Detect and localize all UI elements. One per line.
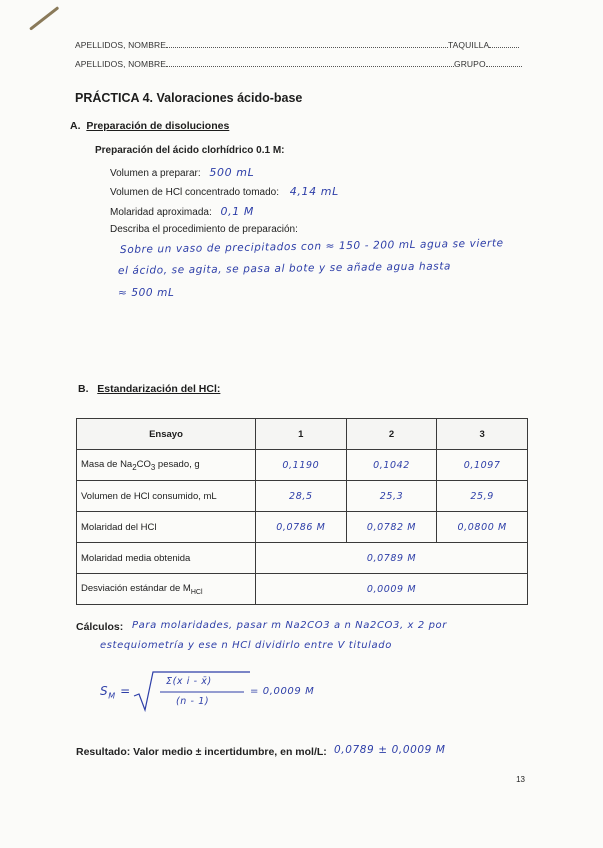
pen-mark-decoration: [29, 6, 59, 31]
section-b-title: Estandarización del HCl:: [97, 383, 221, 395]
procedure-line-3[interactable]: ≈ 500 mL: [118, 287, 175, 299]
calculos-line-1[interactable]: Para molaridades, pasar m Na2CO3 a n Na2CO3, x 2 por: [132, 620, 447, 631]
cell-molarity-1[interactable]: 0,0786 M: [256, 512, 347, 543]
header-row-2: [75, 59, 522, 69]
resultado-label: Resultado: Valor medio ± incertidumbre, en mol/L:: [76, 746, 327, 758]
table-row: [77, 481, 528, 512]
row-label-molarity: Molaridad del HCl: [77, 512, 256, 543]
field-molarity: [110, 205, 254, 218]
formula-lhs: $S_M$ =: [100, 684, 131, 701]
header-name-label-2: APELLIDOS, NOMBRE: [75, 59, 166, 69]
grupo-field[interactable]: [486, 66, 522, 67]
cell-volume-2[interactable]: 25,3: [346, 481, 437, 512]
header-taquilla-label: TAQUILLA: [447, 40, 490, 50]
field-label: Molaridad aproximada:: [110, 207, 212, 218]
section-a-letter: A.: [70, 120, 81, 132]
section-b-letter: B.: [78, 383, 89, 395]
col-header-3: 3: [437, 419, 528, 450]
header-grupo-label: GRUPO: [453, 59, 486, 69]
procedure-line-2[interactable]: el ácido, se agita, se pasa al bote y se añade agua hasta: [117, 260, 452, 277]
resultado-value[interactable]: 0,0789 ± 0,0009 M: [334, 744, 446, 756]
row-label-mass: Masa de $Na_2CO_3$ pesado, g: [77, 450, 256, 481]
table-row: [77, 543, 528, 574]
header-row-1: [75, 40, 519, 50]
std-dev-formula[interactable]: [100, 670, 340, 714]
header-name-label-1: APELLIDOS, NOMBRE: [75, 40, 166, 50]
row-label-sd: Desviación estándar de $M_{HCl}$: [77, 574, 256, 605]
table-header-row: [77, 419, 528, 450]
name-field-1[interactable]: [166, 47, 448, 48]
standardization-table: [76, 418, 528, 605]
section-b-heading: [78, 383, 220, 395]
cell-sd-value[interactable]: 0,0009 M: [256, 574, 528, 605]
formula-denominator: (n - 1): [176, 696, 210, 707]
cell-volume-3[interactable]: 25,9: [437, 481, 528, 512]
name-field-2[interactable]: [166, 66, 454, 67]
col-header-ensayo: Ensayo: [77, 419, 256, 450]
cell-mass-2[interactable]: 0,1042: [346, 450, 437, 481]
formula-numerator: Σ(x i - x̄): [166, 676, 212, 687]
section-a-title: Preparación de disoluciones: [86, 120, 230, 132]
field-label: Volumen a preparar:: [110, 168, 201, 179]
field-label: Volumen de HCl concentrado tomado:: [110, 187, 279, 198]
section-a-subheading: Preparación del ácido clorhídrico 0.1 M:: [95, 145, 285, 156]
cell-molarity-2[interactable]: 0,0782 M: [346, 512, 437, 543]
row-label-volume: Volumen de HCl consumido, mL: [77, 481, 256, 512]
procedure-line-1[interactable]: Sobre un vaso de precipitados con ≈ 150 - 200 mL agua se vierte: [119, 237, 504, 256]
handwritten-value[interactable]: 0,1 M: [220, 205, 254, 218]
cell-mass-3[interactable]: 0,1097: [437, 450, 528, 481]
cell-molarity-3[interactable]: 0,0800 M: [437, 512, 528, 543]
col-header-2: 2: [346, 419, 437, 450]
formula-result: = 0,0009 M: [250, 686, 315, 697]
page-number: 13: [516, 775, 525, 784]
table-row: [77, 450, 528, 481]
taquilla-field[interactable]: [489, 47, 519, 48]
calculos-label: Cálculos:: [76, 621, 124, 633]
section-a-heading: [70, 120, 229, 132]
field-volume-to-prepare: [110, 166, 254, 179]
table-row: [77, 574, 528, 605]
cell-volume-1[interactable]: 28,5: [256, 481, 347, 512]
handwritten-value[interactable]: 500 mL: [209, 166, 255, 179]
calculos-line-2[interactable]: estequiometría y ese n HCl dividirlo entre V titulado: [100, 640, 392, 651]
field-hcl-volume: [110, 185, 339, 198]
handwritten-value[interactable]: 4,14 mL: [289, 185, 339, 198]
page-title: PRÁCTICA 4. Valoraciones ácido-base: [75, 91, 303, 105]
row-label-mean: Molaridad media obtenida: [77, 543, 256, 574]
procedure-label: Describa el procedimiento de preparación:: [110, 224, 298, 235]
cell-mass-1[interactable]: 0,1190: [256, 450, 347, 481]
table-row: [77, 512, 528, 543]
col-header-1: 1: [256, 419, 347, 450]
cell-mean-value[interactable]: 0,0789 M: [256, 543, 528, 574]
